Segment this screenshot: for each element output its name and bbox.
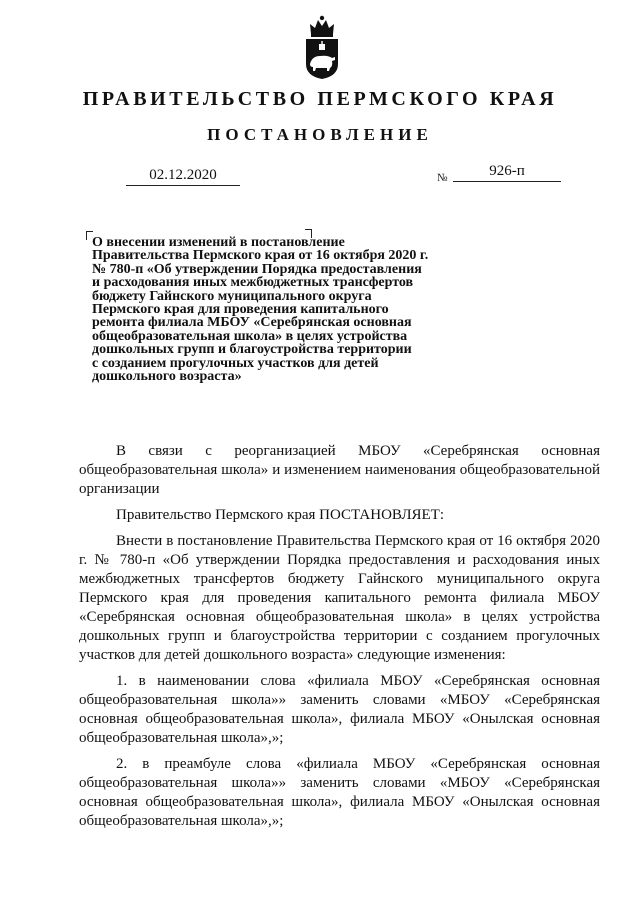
subject-line: общеобразовательная школа» в целях устройства	[92, 328, 408, 344]
subject-line: дошкольных групп и благоустройства территории	[92, 342, 412, 358]
subject-line: Пермского края для проведения капитального	[92, 302, 389, 318]
body-paragraph-item-2: 2. в преамбуле слова «филиала МБОУ «Серебрянская основная общеобразовательная школа»» заменить словами «МБОУ «Серебрянская основная общеобразовательная школа», филиала МБОУ «Онылская основная общеобразовательная школа»,»;	[79, 756, 600, 829]
number-label: №	[437, 172, 448, 184]
body-paragraph-resolution: Правительство Пермского края ПОСТАНОВЛЯЕТ:	[116, 507, 445, 523]
subject-line: Правительства Пермского края от 16 октября 2020 г.	[92, 248, 429, 264]
subject-line: бюджету Гайнского муниципального округа	[92, 288, 372, 304]
document-number: 926-п	[453, 162, 561, 182]
subject-line: ремонта филиала МБОУ «Серебрянская основная	[92, 315, 412, 331]
document-date: 02.12.2020	[126, 166, 240, 186]
body-paragraph-amend: Внести в постановление Правительства Пермского края от 16 октября 2020 г. № 780-п «Об утверждении Порядка предоставления и расходования иных межбюджетных трансфертов бюджету Гайнского муниципального округа Пермского края для проведения капитального ремонта филиала МБОУ «Серебрянская основная общеобразовательная школа» в целях устройства дошкольных групп и благоустройства территории с созданием прогулочных участков для детей дошкольного возраста» следующие изменения:	[79, 533, 600, 663]
government-title: ПРАВИТЕЛЬСТВО ПЕРМСКОГО КРАЯ	[82, 88, 558, 110]
subject-line: № 780-п «Об утверждении Порядка предоставления	[92, 261, 422, 277]
document-type: ПОСТАНОВЛЕНИЕ	[207, 125, 433, 144]
perm-krai-emblem-icon	[302, 14, 342, 80]
document-subject	[92, 236, 472, 383]
body-paragraph-reason: В связи с реорганизацией МБОУ «Серебрянская основная общеобразовательная школа» и изменением наименования общеобразовательной организации	[79, 443, 600, 497]
subject-line: и расходования иных межбюджетных трансфертов	[92, 275, 414, 291]
body-paragraph-item-1: 1. в наименовании слова «филиала МБОУ «Серебрянская основная общеобразовательная школа»» заменить словами «МБОУ «Серебрянская основная общеобразовательная школа», филиала МБОУ «Онылская основная общеобразовательная школа»,»;	[79, 673, 600, 746]
subject-line: с созданием прогулочных участков для детей	[92, 355, 379, 371]
document-body	[79, 442, 600, 838]
subject-line: О внесении изменений в постановление	[92, 235, 345, 250]
subject-line: дошкольного возраста»	[92, 369, 242, 385]
